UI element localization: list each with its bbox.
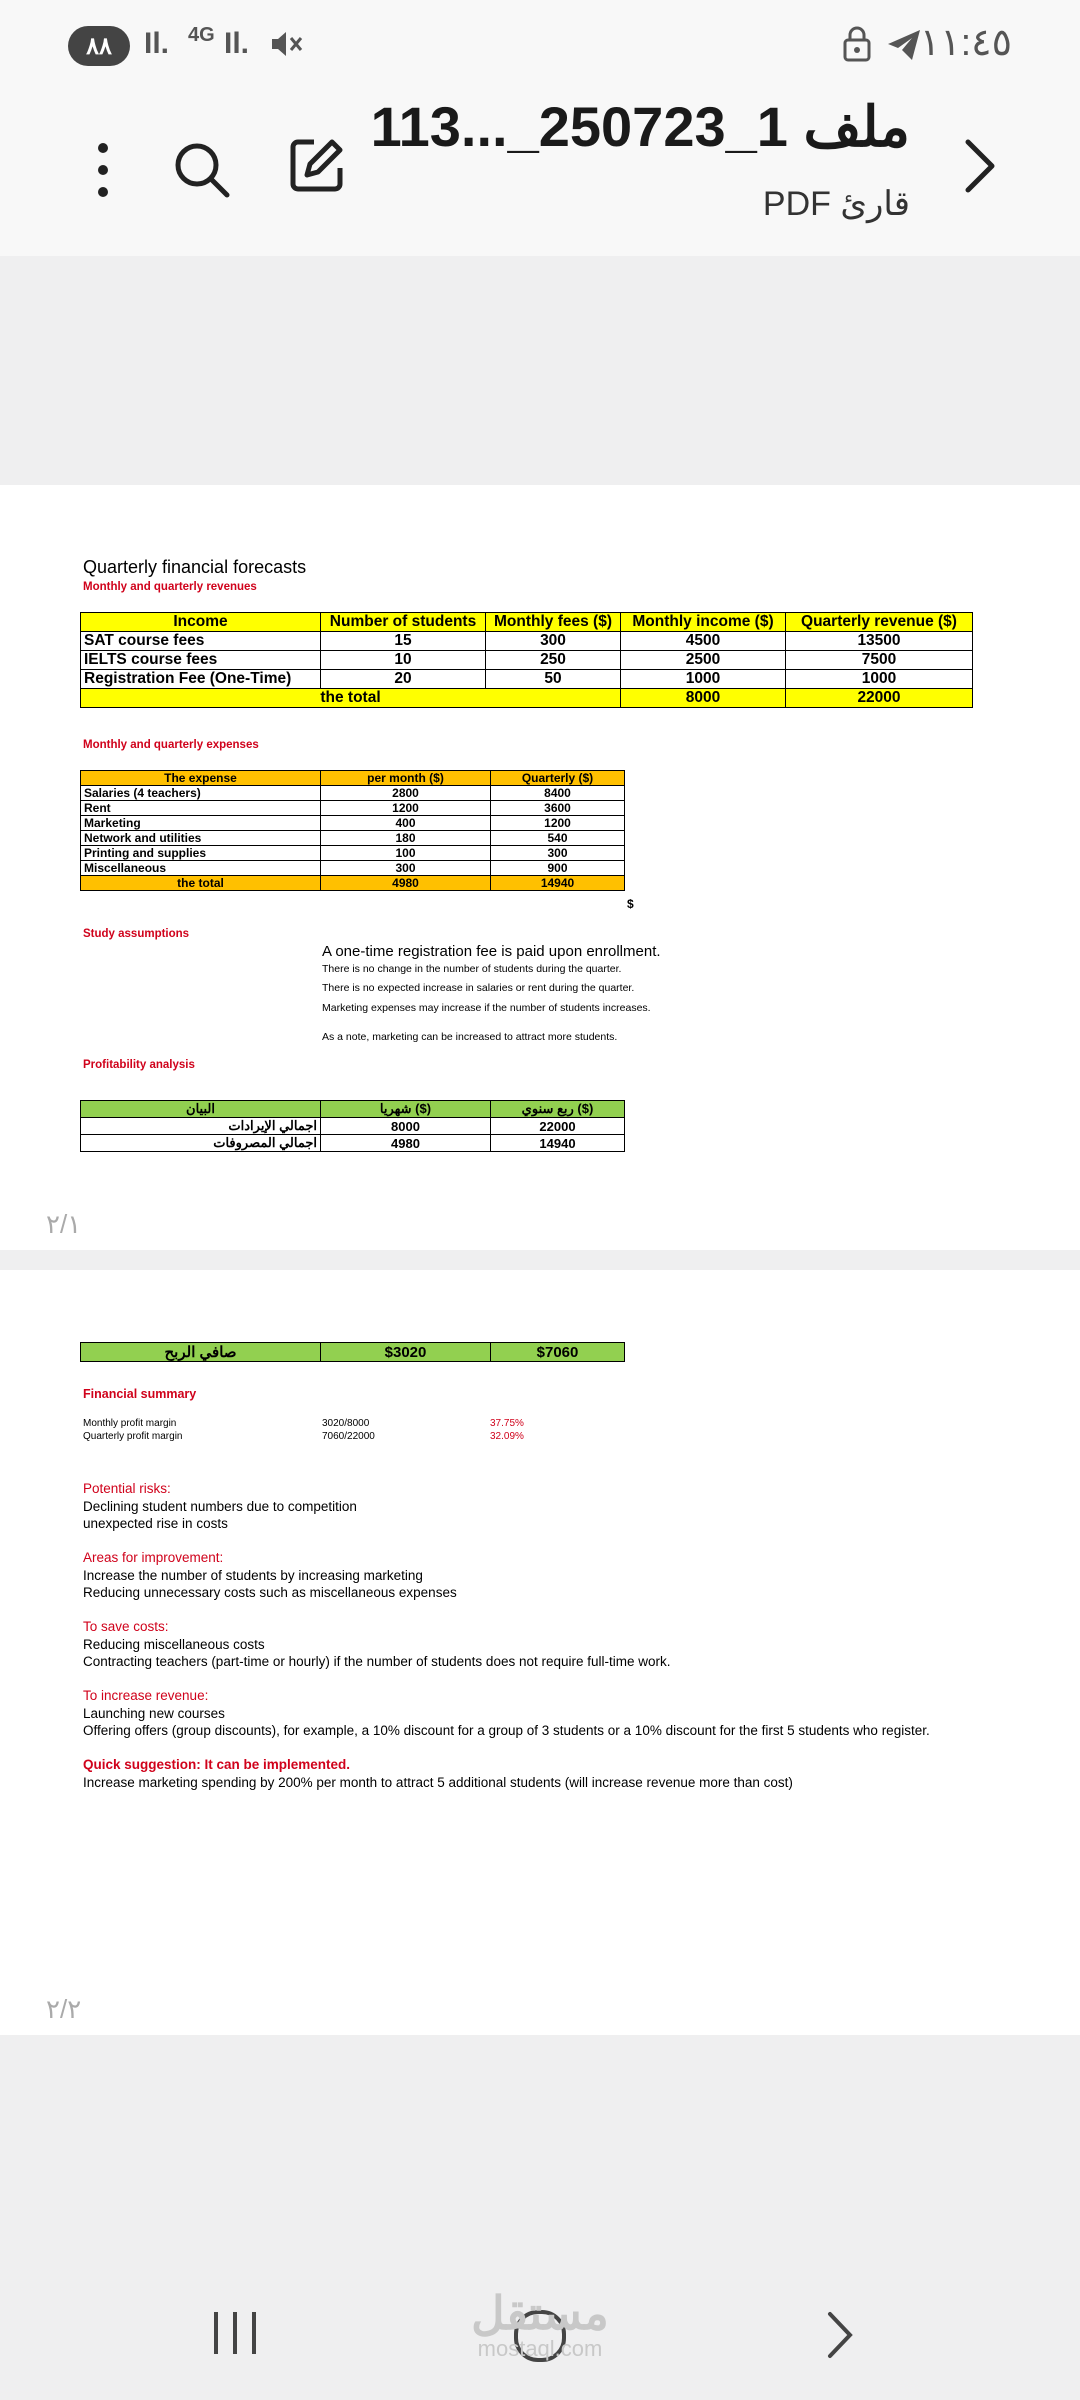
header-cell: The expense: [81, 771, 321, 786]
recent-apps-icon[interactable]: [212, 2310, 258, 2361]
table-cell: Printing and supplies: [81, 846, 321, 861]
revenue-table: [80, 612, 973, 708]
table-cell: 2800: [321, 786, 491, 801]
table-cell: 14940: [491, 1135, 625, 1152]
assumption-note: As a note, marketing can be increased to attract more students.: [322, 1031, 618, 1043]
table-row: [81, 786, 625, 801]
improve-item: Increase the number of students by increasing marketing: [83, 1568, 423, 1583]
save-title: To save costs:: [83, 1619, 169, 1634]
table-cell: 1200: [491, 816, 625, 831]
table-row: [81, 801, 625, 816]
back-icon[interactable]: [826, 2310, 856, 2365]
pdf-page-1: [0, 485, 1080, 1250]
summary-value: 3020/8000: [322, 1418, 370, 1429]
financial-summary-label: Financial summary: [83, 1387, 197, 1401]
watermark-latin: mostaql.com: [477, 2336, 603, 2361]
total-monthly: 8000: [621, 689, 786, 708]
table-cell: 13500: [786, 632, 973, 651]
quick-title: Quick suggestion: It can be implemented.: [83, 1757, 351, 1772]
page-number: ٢/١: [46, 1209, 82, 1239]
table-cell: 300: [321, 861, 491, 876]
total-label: the total: [81, 876, 321, 891]
header-cell: البيان: [81, 1101, 321, 1118]
net-profit-table: [80, 1342, 625, 1362]
table-row: [81, 846, 625, 861]
table-cell: 300: [491, 846, 625, 861]
table-cell: 8400: [491, 786, 625, 801]
summary-percent: 37.75%: [490, 1418, 524, 1429]
risk-item: Declining student numbers due to competition: [83, 1499, 357, 1514]
table-cell: 22000: [491, 1118, 625, 1135]
clock: ١١:٤٥: [919, 22, 1012, 64]
table-cell: SAT course fees: [81, 632, 321, 651]
table-total-row: [81, 689, 973, 708]
table-cell: 250: [486, 651, 621, 670]
table-header-row: [81, 613, 973, 632]
table-row: [81, 670, 973, 689]
telegram-icon: [886, 28, 922, 67]
table-cell: Marketing: [81, 816, 321, 831]
app-subtitle: قارئ PDF: [762, 185, 910, 223]
watermark: [460, 2287, 620, 2362]
table-cell: 15: [321, 632, 486, 651]
dollar-sign: $: [627, 897, 634, 911]
table-row: [81, 861, 625, 876]
table-cell: 1200: [321, 801, 491, 816]
edit-icon[interactable]: [288, 136, 346, 199]
document-heading: Quarterly financial forecasts: [83, 557, 307, 577]
table-row: [81, 632, 973, 651]
document-title: ملف 1_250723_...113: [370, 95, 910, 158]
app-toolbar: [0, 90, 1080, 256]
table-cell: 8000: [321, 1118, 491, 1135]
page-number: ٢/٢: [46, 1994, 82, 2024]
chevron-right-icon[interactable]: [962, 136, 998, 201]
improve-item: Reducing unnecessary costs such as miscellaneous expenses: [83, 1585, 457, 1600]
table-cell: 540: [491, 831, 625, 846]
table-cell: Registration Fee (One-Time): [81, 670, 321, 689]
increase-title: To increase revenue:: [83, 1688, 209, 1703]
pdf-page-2: [0, 1270, 1080, 2035]
signal-icon-2: Il.: [224, 27, 250, 60]
summary-label: Quarterly profit margin: [83, 1431, 183, 1442]
table-cell: 10: [321, 651, 486, 670]
increase-item: Launching new courses: [83, 1706, 225, 1721]
total-quarterly: 14940: [491, 876, 625, 891]
header-cell: per month ($): [321, 771, 491, 786]
increase-item: Offering offers (group discounts), for example, a 10% discount for a group of 3 students or a 10% discount for the first 5 students who register.: [83, 1723, 930, 1738]
mute-icon: [268, 26, 304, 67]
status-bar: [0, 0, 1080, 90]
study-section-label: Study assumptions: [83, 928, 190, 940]
expense-section-label: Monthly and quarterly expenses: [83, 739, 259, 751]
assumption-main: A one-time registration fee is paid upon enrollment.: [322, 943, 661, 960]
table-cell: 50: [486, 670, 621, 689]
table-cell: 300: [486, 632, 621, 651]
revenue-section-label: Monthly and quarterly revenues: [83, 581, 257, 593]
total-label: the total: [81, 689, 621, 708]
table-cell: 4500: [621, 632, 786, 651]
assumption-item: There is no change in the number of students during the quarter.: [322, 963, 622, 975]
header-cell: Quarterly revenue ($): [786, 613, 973, 632]
network-type: 4G: [188, 24, 215, 46]
header-cell: Monthly fees ($): [486, 613, 621, 632]
table-cell: Miscellaneous: [81, 861, 321, 876]
table-cell: 100: [321, 846, 491, 861]
total-quarterly: 22000: [786, 689, 973, 708]
table-row: [81, 816, 625, 831]
net-profit-quarterly: $7060: [491, 1343, 625, 1362]
assumption-item: There is no expected increase in salaries or rent during the quarter.: [322, 982, 635, 994]
header-cell: Income: [81, 613, 321, 632]
watermark-arabic: مستقل: [471, 2287, 609, 2339]
table-cell: Network and utilities: [81, 831, 321, 846]
profit-section-label: Profitability analysis: [83, 1059, 195, 1071]
header-cell: Monthly income ($): [621, 613, 786, 632]
table-cell: 3600: [491, 801, 625, 816]
header-cell: شهريا ($): [321, 1101, 491, 1118]
table-cell: 1000: [621, 670, 786, 689]
header-cell: ربع سنوي ($): [491, 1101, 625, 1118]
lock-icon: [842, 24, 872, 69]
search-icon[interactable]: [172, 140, 232, 205]
risks-title: Potential risks:: [83, 1481, 171, 1496]
table-cell: 2500: [621, 651, 786, 670]
summary-label: Monthly profit margin: [83, 1418, 177, 1429]
table-row: [81, 651, 973, 670]
table-cell: 7500: [786, 651, 973, 670]
table-row: [81, 1343, 625, 1362]
table-cell: 20: [321, 670, 486, 689]
table-cell: اجمالي الإيرادات: [81, 1118, 321, 1135]
signal-icon: Il.: [144, 27, 170, 60]
save-item: Reducing miscellaneous costs: [83, 1637, 265, 1652]
table-row: [81, 1118, 625, 1135]
table-cell: IELTS course fees: [81, 651, 321, 670]
more-vert-icon[interactable]: [92, 140, 114, 205]
summary-value: 7060/22000: [322, 1431, 375, 1442]
net-profit-monthly: $3020: [321, 1343, 491, 1362]
table-cell: 4980: [321, 1135, 491, 1152]
table-cell: Rent: [81, 801, 321, 816]
table-row: [81, 831, 625, 846]
profitability-table: [80, 1100, 625, 1152]
assumption-item: Marketing expenses may increase if the number of students increases.: [322, 1002, 651, 1014]
summary-percent: 32.09%: [490, 1431, 524, 1442]
risk-item: unexpected rise in costs: [83, 1516, 228, 1531]
table-cell: 400: [321, 816, 491, 831]
table-cell: 180: [321, 831, 491, 846]
header-cell: Number of students: [321, 613, 486, 632]
table-row: [81, 1135, 625, 1152]
table-total-row: [81, 876, 625, 891]
save-item: Contracting teachers (part-time or hourly) if the number of students does not require full-time work.: [83, 1654, 671, 1669]
improve-title: Areas for improvement:: [83, 1550, 224, 1565]
table-cell: 900: [491, 861, 625, 876]
expense-table: [80, 770, 625, 891]
net-profit-label: صافي الربح: [81, 1343, 321, 1362]
header-cell: Quarterly ($): [491, 771, 625, 786]
table-header-row: [81, 771, 625, 786]
table-cell: اجمالي المصروفات: [81, 1135, 321, 1152]
table-header-row: [81, 1101, 625, 1118]
notification-badge: ٨٨: [68, 26, 130, 66]
quick-item: Increase marketing spending by 200% per month to attract 5 additional students (will increase revenue more than cost): [83, 1775, 793, 1790]
table-cell: Salaries (4 teachers): [81, 786, 321, 801]
total-monthly: 4980: [321, 876, 491, 891]
table-cell: 1000: [786, 670, 973, 689]
